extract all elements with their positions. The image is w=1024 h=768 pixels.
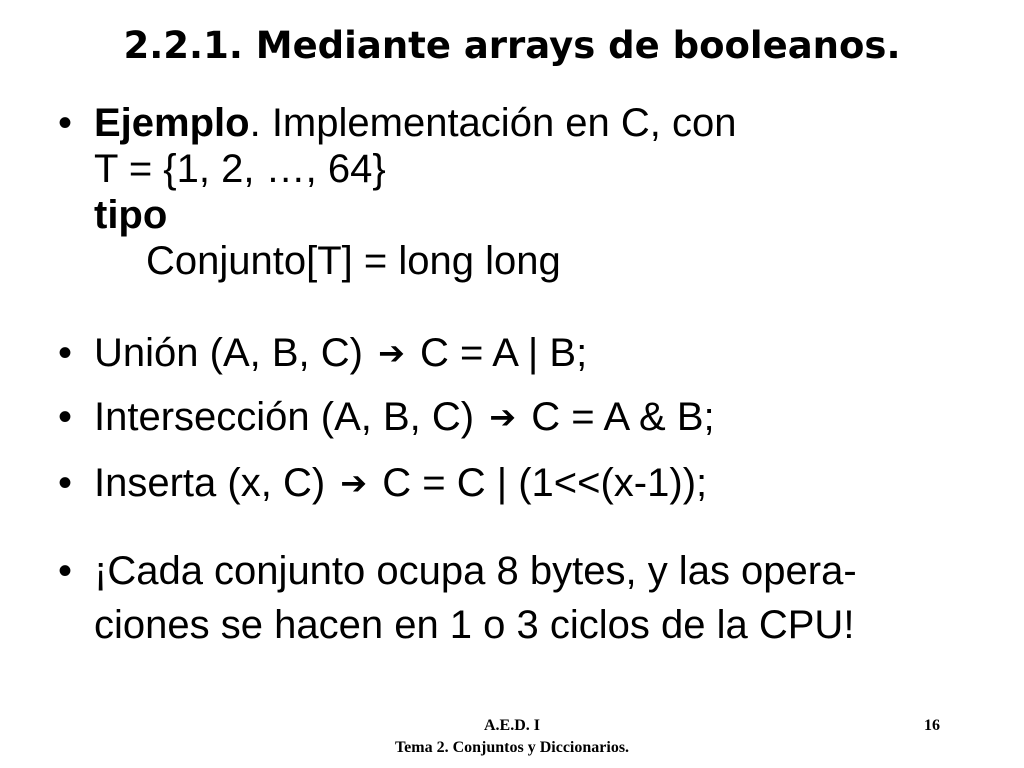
right-arrow-icon: ➔ <box>378 334 405 372</box>
operation-code: C = A & B; <box>531 395 715 439</box>
example-line-1 <box>94 100 737 146</box>
page-number: 16 <box>924 717 940 734</box>
operation-name: Intersección (A, B, C) <box>94 395 475 439</box>
operation-code: C = C | (1<<(x-1)); <box>382 461 708 505</box>
bullet-body <box>94 394 715 440</box>
right-arrow-icon: ➔ <box>489 398 517 436</box>
footer-course: A.E.D. I <box>483 717 540 734</box>
example-set-definition: T = {1, 2, …, 64} <box>94 147 386 191</box>
right-arrow-icon: ➔ <box>340 464 368 502</box>
example-type-keyword: tipo <box>94 193 168 237</box>
bullet-marker: • <box>58 101 73 145</box>
example-type-definition: Conjunto[T] = long long <box>146 239 561 283</box>
slide-title: 2.2.1. Mediante arrays de booleanos. <box>123 24 901 67</box>
bullet-body <box>94 100 737 284</box>
conclusion-line-1: ¡Cada conjunto ocupa 8 bytes, y las opera- <box>94 549 857 593</box>
bullet-body <box>94 548 857 656</box>
bullet-body <box>94 330 587 376</box>
conclusion-line-2: ciones se hacen en 1 o 3 ciclos de la CPU! <box>94 603 855 647</box>
footer-topic: Tema 2. Conjuntos y Diccionarios. <box>394 739 630 756</box>
bullet-marker: • <box>58 395 73 439</box>
bullet-marker: • <box>58 549 73 593</box>
bullet-marker: • <box>58 461 73 505</box>
operation-name: Unión (A, B, C) <box>94 331 363 375</box>
bullet-body <box>94 460 707 506</box>
operation-code: C = A | B; <box>420 331 588 375</box>
example-description: . Implementación en C, con <box>249 101 737 145</box>
operation-name: Inserta (x, C) <box>94 461 326 505</box>
example-label: Ejemplo <box>94 101 250 145</box>
bullet-marker: • <box>58 331 73 375</box>
